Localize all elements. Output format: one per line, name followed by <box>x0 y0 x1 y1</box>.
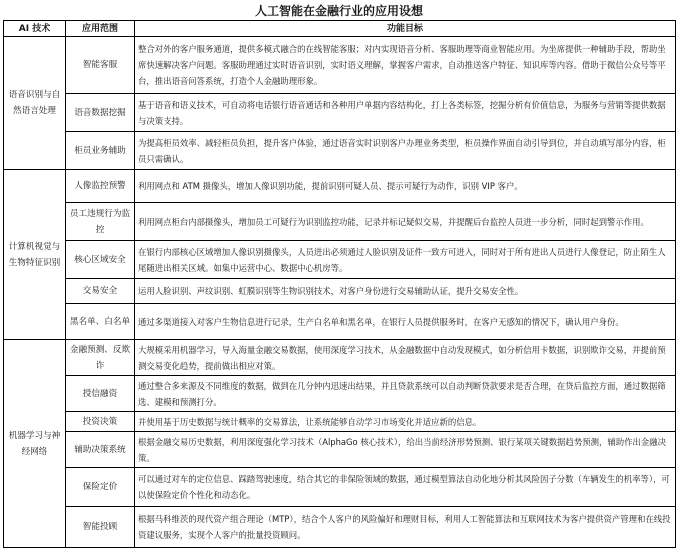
scope-cell: 授信融资 <box>66 376 135 412</box>
goal-cell: 通过多渠道接入对客户生物信息进行记录，生产白名单和黑名单，在银行人员提供服务时，在客户无感知的情况下，确认用户身份。 <box>135 304 676 340</box>
goal-cell: 根据金融交易历史数据，利用深度强化学习技术（AlphaGo 核心技术），给出当前经济形势预测、银行某项关键数据趋势预测，辅助作出金融决策。 <box>135 432 676 468</box>
table-row <box>4 203 676 241</box>
tech-cell: 计算机视觉与生物特征识别 <box>4 170 66 340</box>
scope-cell: 黑名单、白名单 <box>66 304 135 340</box>
goal-cell: 整合对外的客户服务通道，提供多模式融合的在线智能客服；对内实现语音分析、客服助理等商业智能应用。为坐席提供一种辅助手段，帮助坐席快速解决客户问题。客服助理通过实时语音识别，实时语义理解，掌握客户需求，自动推送客户特征、知识库等内容。借助于微信公众号等平台，推出语音问答系统，打造个人金融助理形象。 <box>135 37 676 94</box>
scope-cell: 语音数据挖掘 <box>66 94 135 132</box>
table-row <box>4 37 676 94</box>
scope-cell: 智能客服 <box>66 37 135 94</box>
scope-cell: 辅助决策系统 <box>66 432 135 468</box>
table-row <box>4 304 676 340</box>
scope-cell: 核心区域安全 <box>66 241 135 279</box>
goal-cell: 并使用基于历史数据与统计概率的交易算法，让系统能够自动学习市场变化并适应新的信息。 <box>135 412 676 432</box>
goal-cell: 为提高柜员效率、减轻柜员负担，提升客户体验，通过语音实时识别客户办理业务类型，柜员操作界面自动引导到位，并自动填写部分内容，柜员只需确认。 <box>135 132 676 170</box>
scope-cell: 投资决策 <box>66 412 135 432</box>
goal-cell: 大规模采用机器学习，导入海量金融交易数据，使用深度学习技术，从金融数据中自动发现模式，如分析信用卡数据，识别欺诈交易，并提前预测交易变化趋势，提前做出相应对策。 <box>135 340 676 376</box>
table-row <box>4 170 676 203</box>
ai-finance-table <box>3 20 676 548</box>
goal-cell: 可以通过对车的定位信息、踩踏驾驶速度，结合其它的非保险领域的数据，通过模型算法自动化地分析其风险因子分数（车辆发生的机率等），可以使保险定价个性化和动态化。 <box>135 468 676 507</box>
scope-cell: 智能投顾 <box>66 507 135 548</box>
header-row <box>4 21 676 37</box>
scope-cell: 员工违规行为监控 <box>66 203 135 241</box>
goal-cell: 通过整合多来源及不同维度的数据，做到在几分钟内迅速出结果，并且贷款系统可以自动判断贷款要求是否合理，在贷后监控方面，通过数据筛选、建模和预测打分。 <box>135 376 676 412</box>
header-tech: AI 技术 <box>4 21 66 37</box>
scope-cell: 柜员业务辅助 <box>66 132 135 170</box>
table-row <box>4 132 676 170</box>
table-row <box>4 241 676 279</box>
table-row <box>4 412 676 432</box>
goal-cell: 在银行内部核心区域增加人像识别摄像头，人员进出必须通过人脸识别及证件一致方可进入，同时对于所有进出人员进行人像登记，防止陌生人尾随进出相关区域。如集中运营中心、数据中心机房等。 <box>135 241 676 279</box>
tech-cell: 机器学习与神经网络 <box>4 340 66 548</box>
table-row <box>4 279 676 304</box>
goal-cell: 基于语音和语义技术，可自动将电话银行语音通话和各种用户单据内容结构化，打上各类标签，挖掘分析有价值信息，为服务与营销等提供数据与决策支持。 <box>135 94 676 132</box>
scope-cell: 交易安全 <box>66 279 135 304</box>
goal-cell: 利用网点柜台内部摄像头，增加员工可疑行为识别监控功能，记录并标记疑似交易，并提醒后台监控人员进一步分析，同时起到警示作用。 <box>135 203 676 241</box>
scope-cell: 人像监控预警 <box>66 170 135 203</box>
header-goal: 功能目标 <box>135 21 676 37</box>
table-row <box>4 468 676 507</box>
goal-cell: 运用人脸识别、声纹识别、虹膜识别等生物识别技术，对客户身份进行交易辅助认证，提升交易安全性。 <box>135 279 676 304</box>
header-scope: 应用范围 <box>66 21 135 37</box>
goal-cell: 利用网点和 ATM 摄像头，增加人像识别功能，提前识别可疑人员、提示可疑行为动作，识别 VIP 客户。 <box>135 170 676 203</box>
table-row <box>4 94 676 132</box>
table-row <box>4 507 676 548</box>
document-title: 人工智能在金融行业的应用设想 <box>254 4 423 18</box>
table-row <box>4 376 676 412</box>
scope-cell: 金融预测、反欺诈 <box>66 340 135 376</box>
scope-cell: 保险定价 <box>66 468 135 507</box>
table-row <box>4 340 676 376</box>
goal-cell: 根据马科维茨的现代资产组合理论（MTP），结合个人客户的风险偏好和理财目标，利用人工智能算法和互联网技术为客户提供资产管理和在线投资建议服务，实现个人客户的批量投资顾问。 <box>135 507 676 548</box>
table-row <box>4 432 676 468</box>
tech-cell: 语音识别与自然语言处理 <box>4 37 66 170</box>
